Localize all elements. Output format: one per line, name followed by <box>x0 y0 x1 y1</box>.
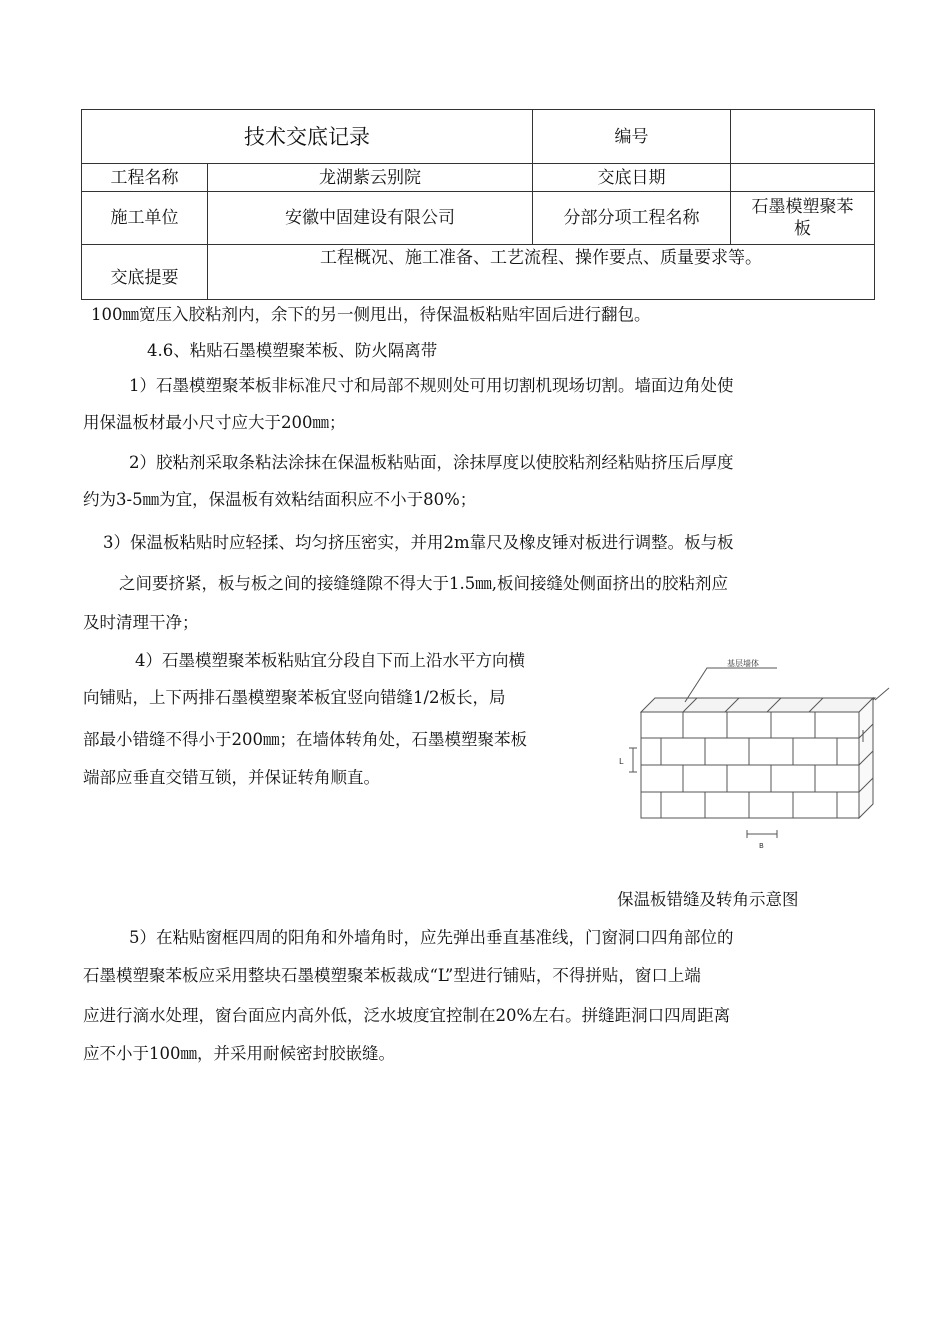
body-line: 应不小于100㎜，并采用耐候密封胶嵌缝。 <box>83 1044 395 1063</box>
body-line: 约为3-5㎜为宜，保温板有效粘结面积应不小于80%； <box>83 490 477 509</box>
body-line: 3）保温板粘贴时应轻揉、均匀挤压密实，并用2m靠尺及橡皮锤对板进行调整。板与板 <box>103 533 734 552</box>
summary-value: 工程概况、施工准备、工艺流程、操作要点、质量要求等。 <box>208 245 875 300</box>
body-line: 向铺贴，上下两排石墨模塑聚苯板宜竖向错缝1/2板长，局 <box>83 688 506 707</box>
body-line: 1）石墨模塑聚苯板非标准尺寸和局部不规则处可用切割机现场切割。墙面边角处使 <box>129 376 734 395</box>
header-table <box>81 109 875 300</box>
body-line: 2）胶粘剂采取条粘法涂抹在保温板粘贴面，涂抹厚度以使胶粘剂经粘贴挤压后厚度 <box>129 453 734 472</box>
section-heading: 4.6、粘贴石墨模塑聚苯板、防火隔离带 <box>147 341 438 360</box>
insulation-board-diagram <box>619 659 877 860</box>
unit-label: 施工单位 <box>82 192 208 245</box>
dim-b-label: B <box>759 842 764 850</box>
dim-l-label: L <box>619 757 624 766</box>
wall-label: 基层墙体 <box>727 659 759 668</box>
body-line: 之间要挤紧，板与板之间的接缝缝隙不得大于1.5㎜,板间接缝处侧面挤出的胶粘剂应 <box>119 574 728 593</box>
body-line: 100㎜宽压入胶粘剂内，余下的另一侧甩出，待保温板粘贴牢固后进行翻包。 <box>91 305 651 324</box>
body-line: 用保温板材最小尺寸应大于200㎜； <box>83 413 346 432</box>
body-line: 石墨模塑聚苯板应采用整块石墨模塑聚苯板裁成“L”型进行铺贴，不得拼贴，窗口上端 <box>83 966 701 985</box>
subproject-value <box>731 192 875 245</box>
number-value <box>731 110 875 164</box>
body-line: 及时清理干净； <box>83 613 199 632</box>
body-line: 4）石墨模塑聚苯板粘贴宜分段自下而上沿水平方向横 <box>135 651 525 670</box>
project-label: 工程名称 <box>82 164 208 192</box>
body-line: 应进行滴水处理，窗台面应内高外低，泛水坡度宜控制在20%左右。拼缝距洞口四周距离 <box>83 1006 731 1025</box>
subproject-value-line2: 板 <box>794 219 811 239</box>
body-line: 5）在粘贴窗框四周的阳角和外墙角时，应先弹出垂直基准线，门窗洞口四角部位的 <box>129 928 734 947</box>
subproject-value-line1: 石墨模塑聚苯 <box>751 197 854 217</box>
body-line: 端部应垂直交错互锁，并保证转角顺直。 <box>83 768 380 787</box>
body-line: 部最小错缝不得小于200㎜；在墙体转角处，石墨模塑聚苯板 <box>83 730 527 749</box>
figure-caption: 保温板错缝及转角示意图 <box>617 890 799 909</box>
date-value <box>731 164 875 192</box>
subproject-label: 分部分项工程名称 <box>533 192 731 245</box>
doc-title: 技术交底记录 <box>82 110 533 164</box>
unit-value: 安徽中固建设有限公司 <box>208 192 533 245</box>
date-label: 交底日期 <box>533 164 731 192</box>
summary-label: 交底提要 <box>82 245 208 300</box>
project-value: 龙湖紫云别院 <box>208 164 533 192</box>
number-label: 编号 <box>533 110 731 164</box>
